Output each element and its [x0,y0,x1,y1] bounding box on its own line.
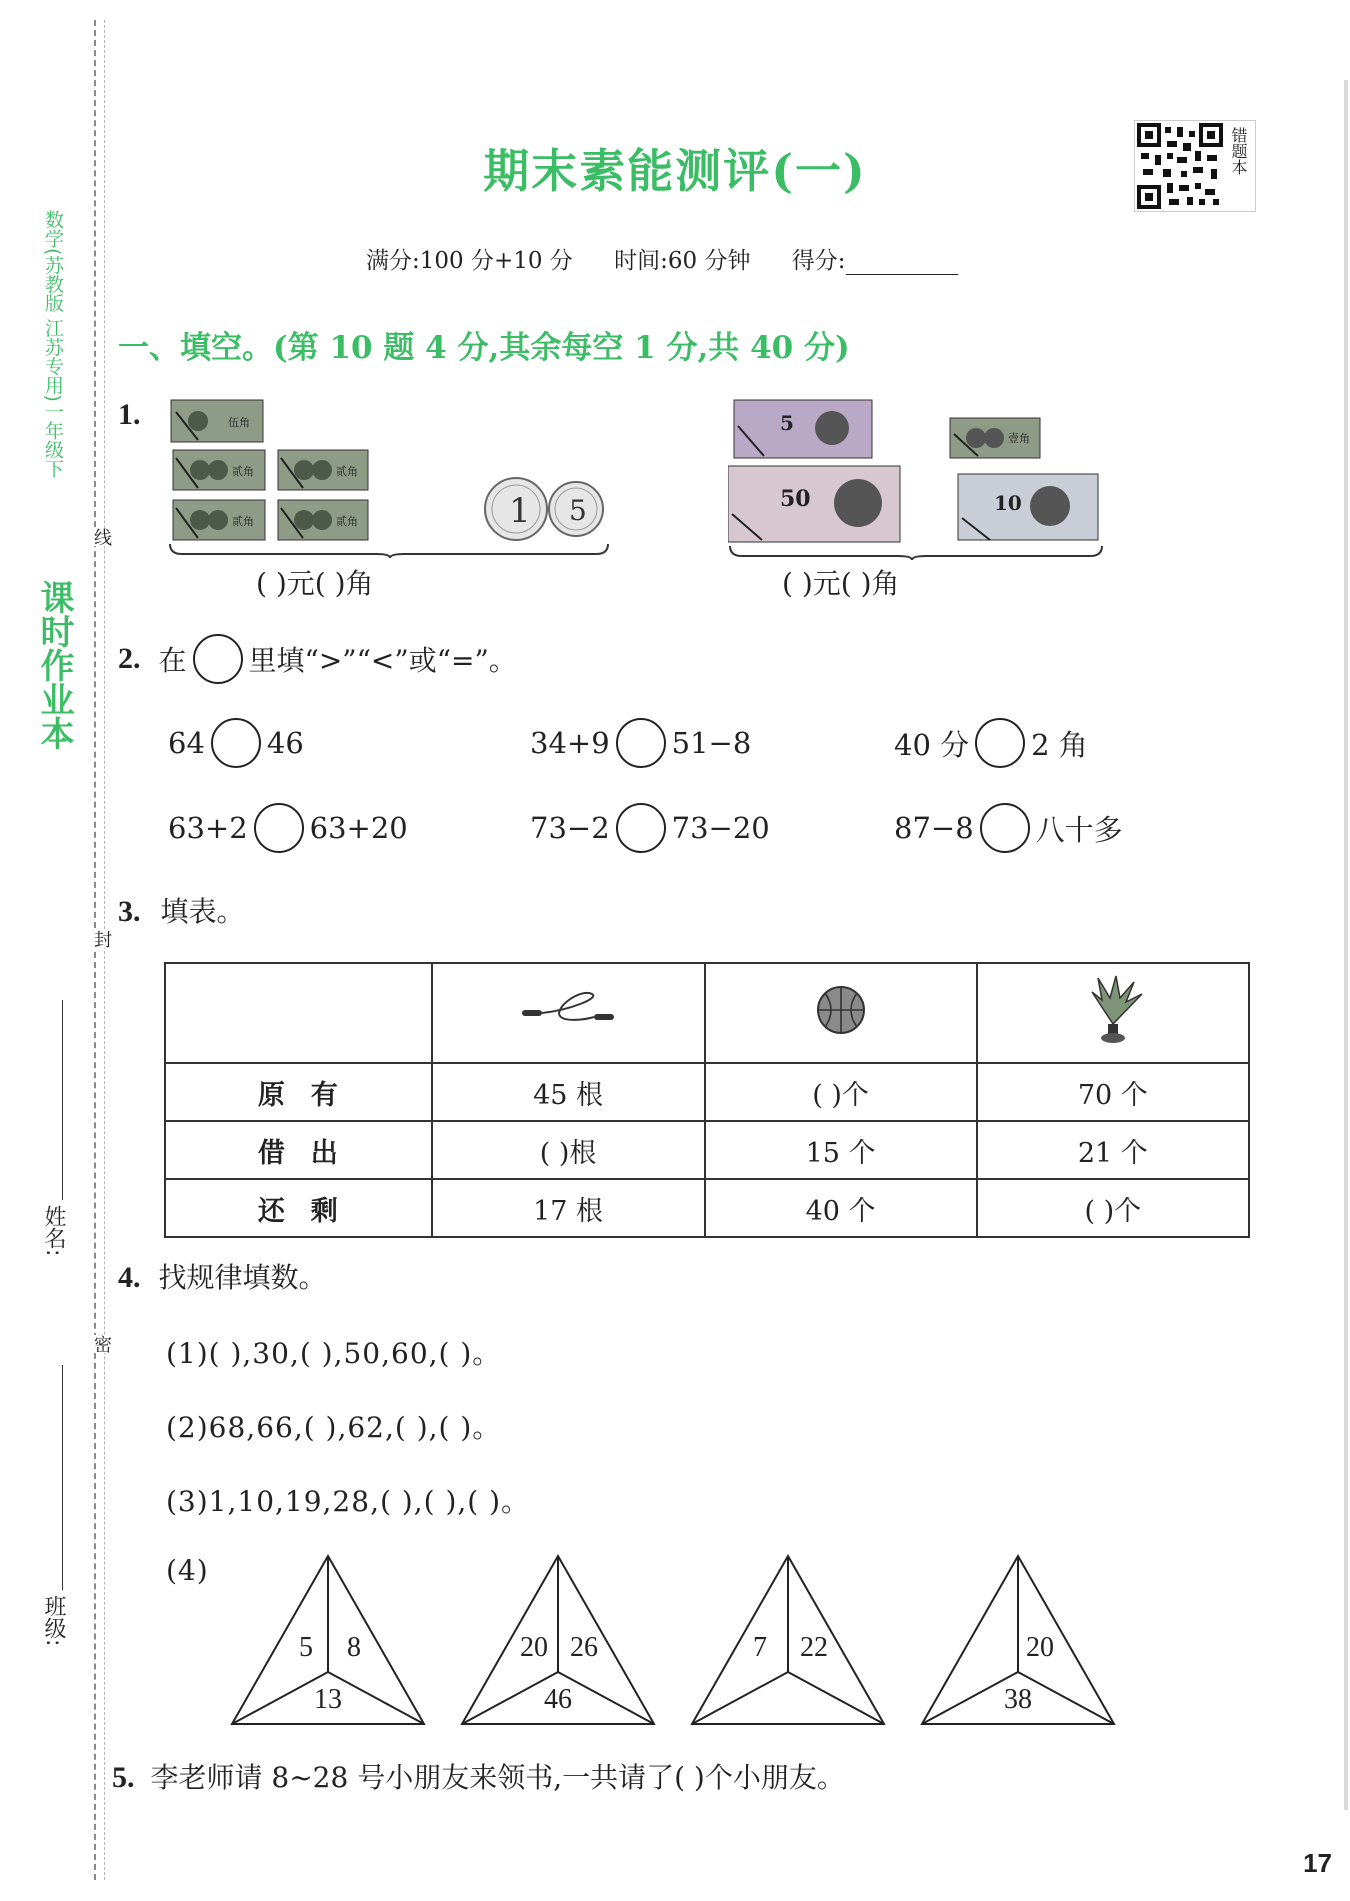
line-mark-xian: 线 [88,528,114,546]
q5-prompt [112,1756,845,1796]
q4-text: 找规律填数。 [158,1261,327,1294]
section-heading: 一、填空。(第 10 题 4 分,其余每空 1 分,共 40 分) [118,330,850,366]
note-50-value: 50 [780,486,811,512]
line-mark-mi: 密 [88,1335,114,1353]
series-label: 数学(苏教版 江苏专用)一年级下 [42,210,64,478]
jump-rope-icon [520,990,616,1030]
page-title: 期末素能测评(一) [483,144,867,198]
shuttlecock-cell [977,963,1249,1063]
q1-left-answer[interactable]: ( )元( )角 [256,567,374,600]
triangle-2-bottom: 46 [544,1684,572,1715]
compare-circle-4[interactable] [254,803,304,853]
compare-item-5 [530,803,770,853]
sequence-2[interactable]: (2)68,66,( ),62,( ),( )。 [166,1411,502,1444]
q2-number: 2. [118,642,141,675]
time-limit: 时间:60 分钟 [614,248,751,274]
table-cell-blank[interactable]: ( )个 [705,1063,977,1121]
note-10-value: 10 [994,491,1022,515]
note-label-1: 伍角 [228,416,250,429]
brand-logo: 课时作业本 [34,580,74,750]
basketball-cell [705,963,977,1063]
compare-circle-3[interactable] [975,718,1025,768]
sequence-4-label: (4) [166,1554,209,1587]
meta-line [366,242,992,275]
q5-text[interactable]: 李老师请 8~28 号小朋友来领书,一共请了( )个小朋友。 [150,1761,845,1794]
compare-right: 51−8 [671,726,752,760]
shuttlecock-icon [1078,974,1148,1046]
q2-prompt [118,634,517,684]
compare-circle-5[interactable] [616,803,666,853]
table-corner [165,963,432,1063]
compare-item-3 [894,718,1088,768]
triangle-1-right: 8 [347,1632,361,1663]
table-cell: 70 个 [977,1063,1249,1121]
triangle-3-right: 22 [800,1632,828,1663]
q2-text-b: 里填“>”“<”或“=”。 [248,644,517,677]
triangle-2-left: 20 [520,1632,548,1663]
q3-text: 填表。 [160,895,245,928]
table-cell-blank[interactable]: ( )个 [977,1179,1249,1237]
triangle-2-right: 26 [570,1632,598,1663]
page-number: 17 [1303,1848,1332,1878]
compare-circle-2[interactable] [616,718,666,768]
q5-number: 5. [112,1761,135,1794]
compare-circle-1[interactable] [211,718,261,768]
class-label: 班级: [41,1595,66,1647]
compare-left: 63+2 [168,811,248,845]
q4-prompt [118,1256,327,1296]
row-head-remaining: 还剩 [165,1179,432,1237]
compare-right: 2 角 [1031,727,1088,762]
triangle-3-left: 7 [753,1632,767,1663]
example-circle [193,634,243,684]
compare-left: 73−2 [530,811,610,845]
q1-left-money-image [168,396,613,558]
note-label-2: 贰角 [232,465,254,478]
table-cell: 21 个 [977,1121,1249,1179]
triangle-1-bottom: 13 [314,1684,342,1715]
q1-right-money-image [728,396,1108,560]
compare-item-6 [894,803,1123,853]
compare-right: 63+20 [309,811,408,845]
binding-dashed-line-inner [104,20,105,1880]
compare-left: 64 [168,726,205,760]
compare-left: 40 分 [894,727,970,762]
q1-number: 1. [118,398,141,431]
table-row [165,1063,1249,1121]
note-label-3: 贰角 [336,465,358,478]
qr-label: 错题本 [1229,127,1248,175]
compare-left: 87−8 [894,811,974,845]
q2-text-a: 在 [158,644,187,677]
table-cell: 45 根 [432,1063,705,1121]
binding-dashed-line [94,20,96,1880]
triangle-4-bottom: 38 [1004,1684,1032,1715]
score-label: 得分: [791,248,846,274]
compare-item-2 [530,718,751,768]
q3-number: 3. [118,895,141,928]
name-line [62,1000,63,1200]
q3-prompt [118,890,245,930]
fill-table [164,962,1250,1238]
triangle-1-left: 5 [299,1632,313,1663]
compare-right: 46 [266,726,304,760]
table-cell-blank[interactable]: ( )根 [432,1121,705,1179]
compare-right: 73−20 [671,811,770,845]
table-row [165,1121,1249,1179]
class-line [62,1365,63,1590]
note-label-6: 壹角 [1008,432,1030,445]
table-row [165,1179,1249,1237]
compare-circle-6[interactable] [980,803,1030,853]
coin-1-value: 1 [509,491,531,531]
score-field[interactable] [846,252,958,275]
q1-right-answer[interactable]: ( )元( )角 [782,567,900,600]
compare-left: 34+9 [530,726,610,760]
compare-item-4 [168,803,408,853]
compare-right: 八十多 [1035,812,1123,847]
sequence-3[interactable]: (3)1,10,19,28,( ),( ),( )。 [166,1485,531,1518]
line-mark-feng: 封 [88,930,114,948]
name-label: 姓名: [41,1205,66,1257]
table-cell: 15 个 [705,1121,977,1179]
basketball-icon [815,984,867,1036]
q4-number: 4. [118,1261,141,1294]
number-triangles [220,1548,1120,1730]
coin-2-value: 5 [569,494,587,527]
note-label-4: 贰角 [232,515,254,528]
compare-item-1 [168,718,304,768]
table-cell: 40 个 [705,1179,977,1237]
full-score: 满分:100 分+10 分 [366,248,573,274]
page-edge [1344,80,1348,1810]
jump-rope-cell [432,963,705,1063]
triangle-4-right: 20 [1026,1632,1054,1663]
note-label-5: 贰角 [336,515,358,528]
row-head-original: 原有 [165,1063,432,1121]
table-header-row [165,963,1249,1063]
row-head-borrowed: 借出 [165,1121,432,1179]
sequence-1[interactable]: (1)( ),30,( ),50,60,( )。 [166,1337,502,1370]
note-5-value: 5 [780,411,794,435]
table-cell: 17 根 [432,1179,705,1237]
